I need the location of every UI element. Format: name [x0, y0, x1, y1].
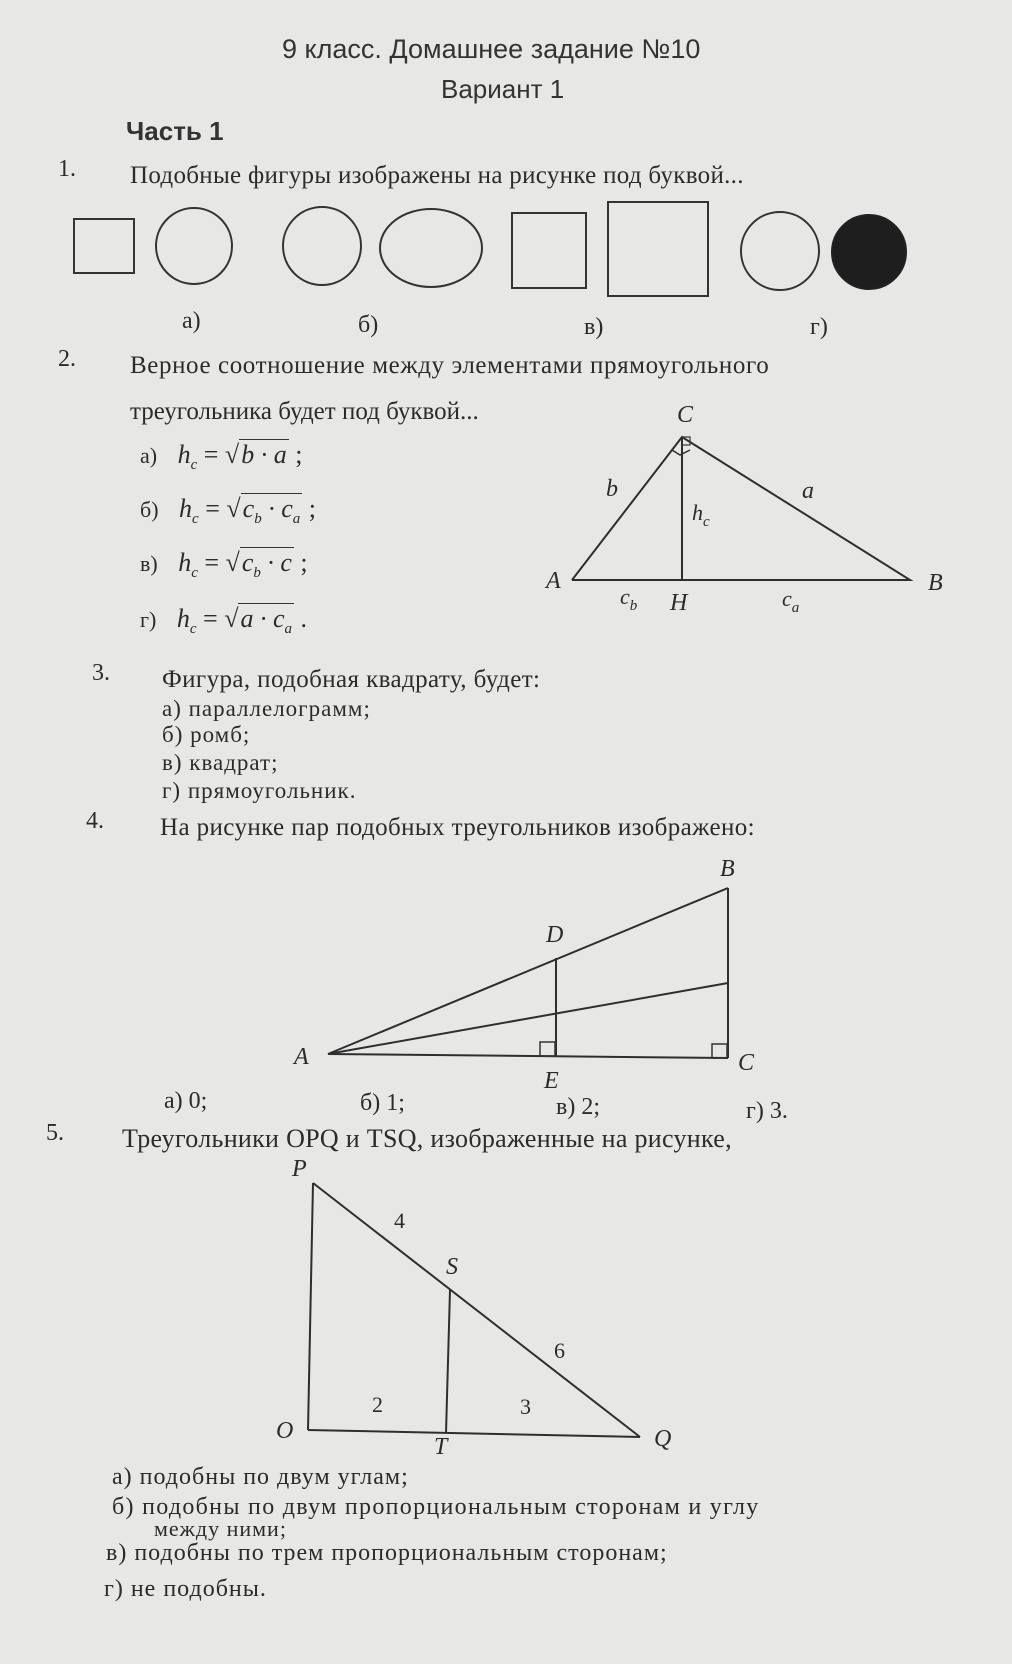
q2-label-ca: $c_a$: [782, 586, 800, 616]
q1-number: 1.: [58, 156, 76, 182]
q2-label-b-vertex: B: [928, 570, 943, 596]
q1-option-v: в): [584, 314, 604, 340]
variant-title: Вариант 1: [441, 74, 565, 104]
q1-circle-b: [283, 207, 361, 285]
q1-square-large: [608, 202, 708, 296]
q2-option-b: б) $h_c = √c_b \cdot c_a$ ;: [140, 494, 316, 527]
q5-length-ot: 2: [372, 1392, 383, 1417]
q4-figure: [328, 888, 728, 1058]
q3-number: 3.: [92, 660, 110, 686]
q2-text-line2: треугольника будет под буквой...: [130, 398, 479, 425]
section-title: Часть 1: [126, 116, 224, 146]
q2-label-cb: $c_b$: [620, 584, 638, 614]
page-title: 9 класс. Домашнее задание №10: [282, 34, 701, 64]
q2-label-c: C: [677, 402, 694, 428]
q5-label-p: P: [292, 1156, 307, 1182]
q2-text-line1: Верное соотношение между элементами прямоугольного: [130, 352, 770, 379]
q5-label-o: O: [276, 1418, 294, 1444]
q5-length-sq: 6: [554, 1338, 565, 1363]
q2-label-h: H: [670, 590, 688, 616]
q5-length-ps: 4: [394, 1208, 405, 1233]
q4-text: На рисунке пар подобных треугольников изображено:: [160, 814, 756, 841]
q4-option-v: в) 2;: [556, 1094, 600, 1120]
q3-text: Фигура, подобная квадрату, будет:: [162, 666, 541, 693]
q4-label-c: C: [738, 1050, 755, 1076]
q4-option-b: б) 1;: [360, 1090, 405, 1116]
q1-circle-g: [741, 212, 819, 290]
q3-option-b: б) ромб;: [162, 722, 251, 747]
q2-label-hc: $h_c$: [692, 500, 710, 530]
q2-option-a: а) $h_c = √b \cdot a$ ;: [140, 440, 303, 473]
q2-option-v: в) $h_c = √c_b \cdot c$ ;: [140, 548, 308, 581]
q4-label-a: A: [294, 1044, 309, 1070]
q3-option-v: в) квадрат;: [162, 750, 279, 775]
q5-text: Треугольники OPQ и TSQ, изображенные на рисунке,: [122, 1124, 732, 1153]
q5-number: 5.: [46, 1120, 64, 1146]
q5-option-b-cont: между ними;: [154, 1516, 287, 1541]
q4-option-g: г) 3.: [746, 1098, 788, 1124]
q1-text: Подобные фигуры изображены на рисунке под буквой...: [130, 162, 744, 189]
q5-length-tq: 3: [520, 1394, 531, 1419]
q5-label-q: Q: [654, 1426, 672, 1452]
q5-label-s: S: [446, 1254, 458, 1280]
q2-triangle-figure: [572, 437, 910, 580]
q5-option-b: б) подобны по двум пропорциональным сторонам и углу: [112, 1494, 760, 1520]
q4-option-a: а) 0;: [164, 1088, 208, 1114]
q1-option-b: б): [358, 312, 379, 338]
q5-label-t: T: [434, 1434, 448, 1460]
q2-number: 2.: [58, 346, 76, 372]
q5-figure: [308, 1183, 640, 1437]
q1-option-g: г): [810, 314, 828, 340]
q2-option-g: г) $h_c = √a \cdot c_a$ .: [140, 604, 308, 637]
q3-option-g: г) прямоугольник.: [162, 778, 357, 803]
q2-label-side-b: b: [606, 476, 618, 502]
q4-label-e: E: [544, 1068, 559, 1094]
q1-square-medium: [512, 213, 586, 288]
q2-label-side-a: a: [802, 478, 814, 504]
q1-filled-circle: [832, 215, 906, 289]
q2-label-a-vertex: A: [546, 568, 561, 594]
q1-circle-a: [156, 208, 232, 284]
q4-label-d: D: [546, 922, 564, 948]
q1-square-small: [74, 219, 134, 273]
q5-option-v: в) подобны по трем пропорциональным сторонам;: [106, 1540, 668, 1566]
q4-label-b: B: [720, 856, 735, 882]
q3-option-a: а) параллелограмм;: [162, 696, 371, 721]
q5-option-a: а) подобны по двум углам;: [112, 1464, 409, 1490]
q1-option-a: а): [182, 308, 201, 334]
q5-option-g: г) не подобны.: [104, 1576, 267, 1602]
q4-number: 4.: [86, 808, 104, 834]
q1-ellipse: [380, 209, 482, 287]
